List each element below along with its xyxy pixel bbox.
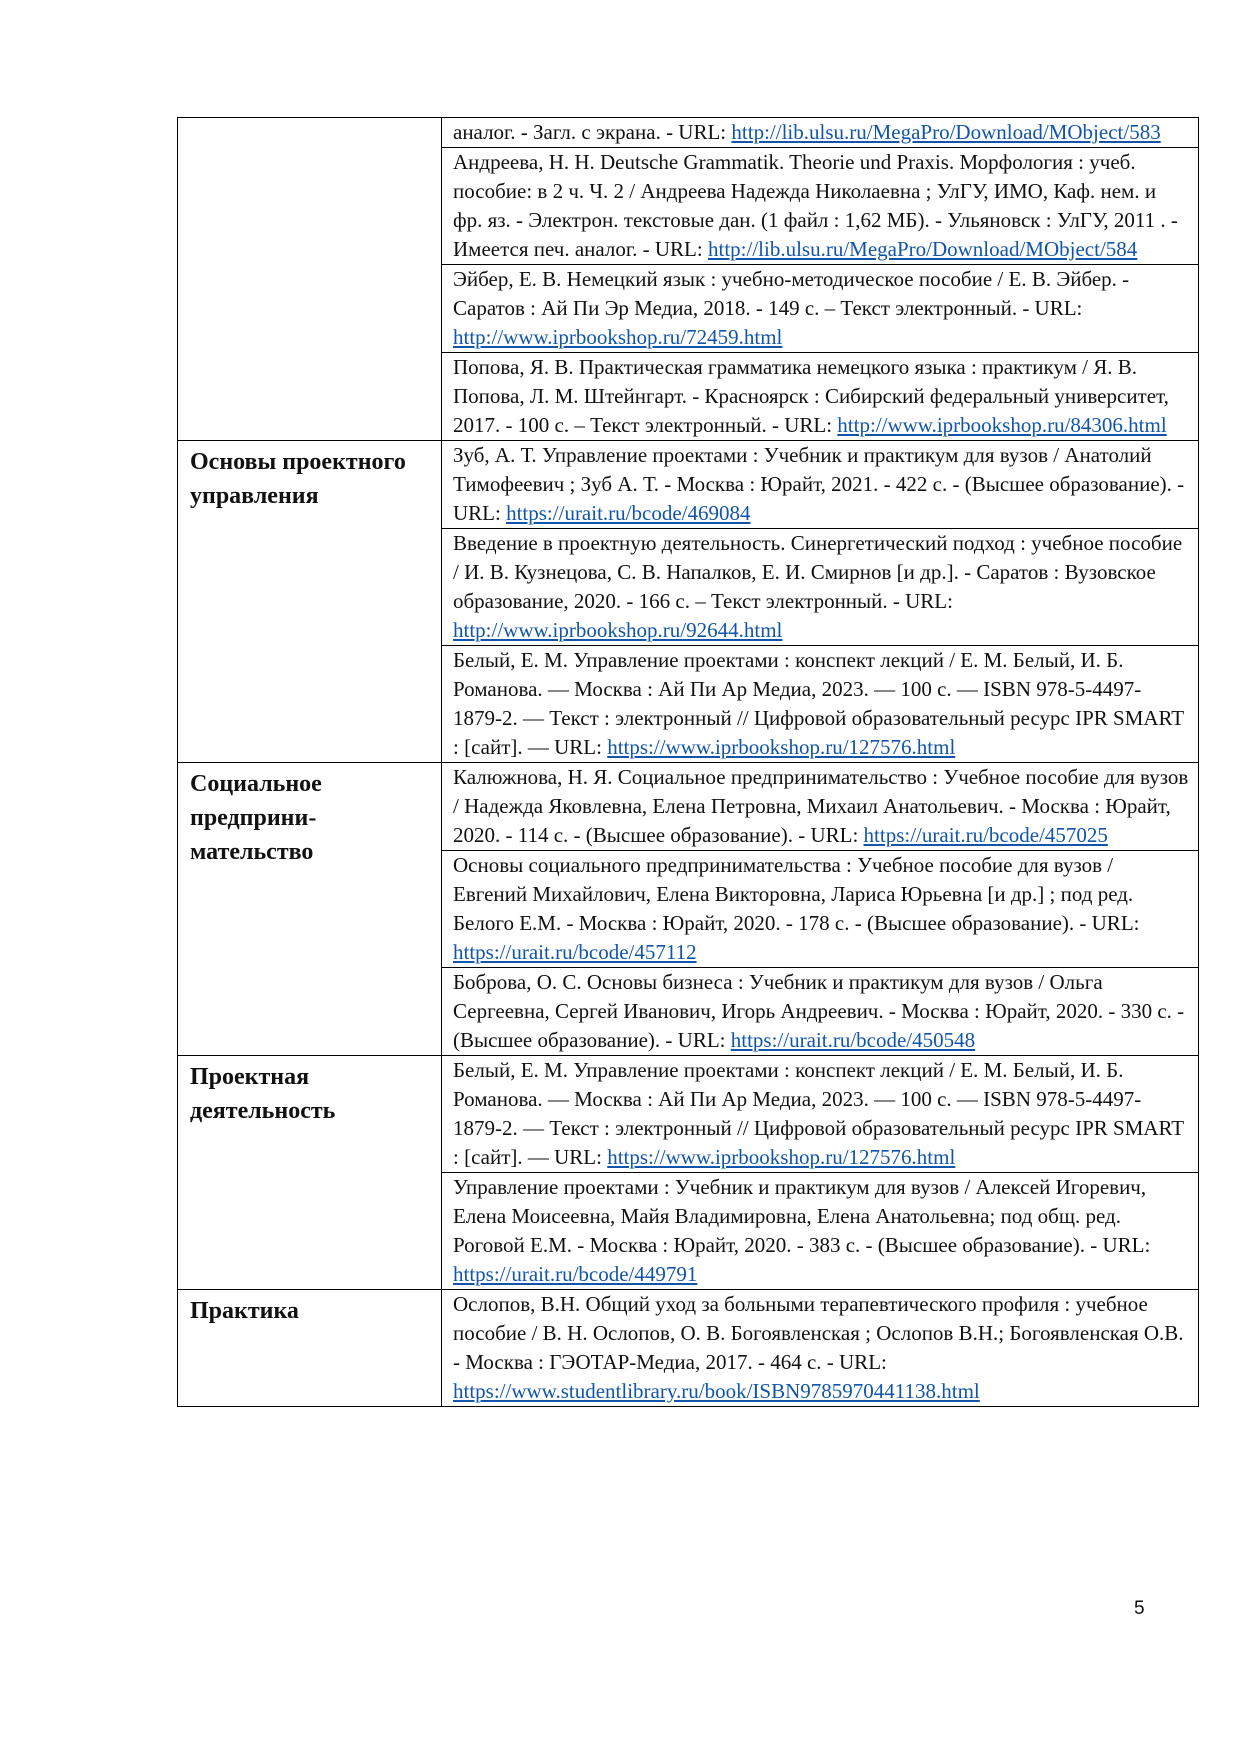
subject-name: [178, 118, 441, 122]
reference-cell: [442, 851, 1199, 968]
reference-entry: [442, 646, 1198, 762]
reference-text: аналог. - Загл. с экрана. - URL:: [453, 120, 732, 144]
reference-entry: [442, 353, 1198, 440]
reference-entry: [442, 851, 1198, 967]
reference-cell: [442, 529, 1199, 646]
reference-entry: [442, 968, 1198, 1055]
reference-cell: [442, 968, 1199, 1056]
reference-link[interactable]: https://urait.ru/bcode/450548: [730, 1028, 976, 1052]
subject-cell: [178, 763, 442, 1056]
subject-name: Социальное предприни-мательство: [190, 771, 322, 865]
subject-name: Проектная деятельность: [190, 1064, 336, 1124]
reference-cell: [442, 1056, 1199, 1173]
reference-text: Ослопов, В.Н. Общий уход за больными терапевтического профиля : учебное пособие / В. Н. Ослопов, О. В. Богоявленская ; Ослопов В.Н.; Богоявленская О.В. - Москва : ГЭОТАР-Медиа, 2017. - 464 с. - URL:: [453, 1292, 1184, 1374]
reference-row: [178, 763, 1199, 851]
reference-cell: [442, 353, 1199, 441]
reference-row: [178, 1290, 1199, 1407]
reference-entry: [442, 1056, 1198, 1172]
reference-row: [178, 441, 1199, 529]
reference-entry: [442, 118, 1198, 147]
reference-row: [178, 118, 1199, 148]
reference-text: Белый, Е. М. Управление проектами : конспект лекций / Е. М. Белый, И. Б. Романова. — Москва : Ай Пи Ар Медиа, 2023. — 100 с. — ISBN 978-5-4497-1879-2. — Текст : электронный // Цифровой образовательный ресурс IPR SMART : [сайт]. — URL:: [453, 1058, 1184, 1169]
reference-link[interactable]: https://www.studentlibrary.ru/book/ISBN9785970441138.html: [453, 1379, 980, 1403]
reference-entry: [442, 265, 1198, 352]
reference-link[interactable]: https://www.iprbookshop.ru/127576.html: [607, 735, 956, 759]
reference-cell: [442, 1173, 1199, 1290]
reference-cell: [442, 646, 1199, 763]
subject-cell: [178, 118, 442, 441]
reference-text: Введение в проектную деятельность. Синергетический подход : учебное пособие / И. В. Кузнецова, С. В. Напалков, Е. И. Смирнов [и др.]. - Саратов : Вузовское образование, 2020. - 166 с. – Текст электронный. - URL:: [453, 531, 1183, 613]
reference-text: Зуб, А. Т. Управление проектами : Учебник и практикум для вузов / Анатолий Тимофеевич ; Зуб А. Т. - Москва : Юрайт, 2021. - 422 с. - (Высшее образование). - URL:: [453, 443, 1185, 525]
subject-cell: [178, 1056, 442, 1290]
reference-link[interactable]: https://urait.ru/bcode/449791: [453, 1262, 698, 1286]
reference-entry: [442, 441, 1198, 528]
references-table-body: [178, 118, 1199, 1407]
reference-text: Эйбер, Е. В. Немецкий язык : учебно-методическое пособие / Е. В. Эйбер. - Саратов : Ай Пи Эр Медиа, 2018. - 149 с. – Текст электронный. - URL:: [453, 267, 1130, 320]
reference-entry: [442, 148, 1198, 264]
reference-text: Белый, Е. М. Управление проектами : конспект лекций / Е. М. Белый, И. Б. Романова. — Москва : Ай Пи Ар Медиа, 2023. — 100 с. — ISBN 978-5-4497-1879-2. — Текст : электронный // Цифровой образовательный ресурс IPR SMART : [сайт]. — URL:: [453, 648, 1184, 759]
reference-entry: [442, 529, 1198, 645]
subject-name: Практика: [190, 1298, 299, 1324]
reference-link[interactable]: https://urait.ru/bcode/457025: [863, 823, 1108, 847]
reference-link[interactable]: https://www.iprbookshop.ru/127576.html: [607, 1145, 956, 1169]
reference-text: Андреева, Н. Н. Deutsche Grammatik. Theorie und Praxis. Морфология : учеб. пособие: в 2 ч. Ч. 2 / Андреева Надежда Николаевна ; УлГУ, ИМО, Каф. нем. и фр. яз. - Электрон. текстовые дан. (1 файл : 1,62 МБ). - Ульяновск : УлГУ, 2011 . - Имеется печ. аналог. - URL:: [453, 150, 1178, 261]
reference-row: [178, 1056, 1199, 1173]
reference-link[interactable]: http://lib.ulsu.ru/MegaPro/Download/MObject/584: [707, 237, 1138, 261]
subject-name: Основы проектного управления: [190, 449, 406, 509]
reference-cell: [442, 763, 1199, 851]
reference-link[interactable]: https://urait.ru/bcode/457112: [453, 940, 697, 964]
reference-cell: [442, 441, 1199, 529]
reference-text: Боброва, О. С. Основы бизнеса : Учебник и практикум для вузов / Ольга Сергеевна, Сергей Иванович, Игорь Андреевич. - Москва : Юрайт, 2020. - 330 с. - (Высшее образование). - URL:: [453, 970, 1185, 1052]
reference-text: Калюжнова, Н. Я. Социальное предпринимательство : Учебное пособие для вузов / Надежда Яковлевна, Елена Петровна, Михаил Анатольевич. - Москва : Юрайт, 2020. - 114 с. - (Высшее образование). - URL:: [453, 765, 1189, 847]
reference-entry: [442, 763, 1198, 850]
reference-link[interactable]: https://urait.ru/bcode/469084: [506, 501, 751, 525]
reference-entry: [442, 1173, 1198, 1289]
reference-entry: [442, 1290, 1198, 1406]
subject-cell: [178, 1290, 442, 1407]
reference-cell: [442, 148, 1199, 265]
reference-text: Управление проектами : Учебник и практикум для вузов / Алексей Игоревич, Елена Моисеевна, Майя Владимировна, Елена Анатольевна; под общ. ред. Роговой Е.М. - Москва : Юрайт, 2020. - 383 с. - (Высшее образование). - URL:: [453, 1175, 1151, 1257]
reference-cell: [442, 265, 1199, 353]
reference-cell: [442, 1290, 1199, 1407]
reference-link[interactable]: http://www.iprbookshop.ru/92644.html: [453, 618, 783, 642]
reference-text: Попова, Я. В. Практическая грамматика немецкого языка : практикум / Я. В. Попова, Л. М. Штейнгарт. - Красноярск : Сибирский федеральный университет, 2017. - 100 с. – Текст электронный. - URL:: [453, 355, 1169, 437]
reference-link[interactable]: http://lib.ulsu.ru/MegaPro/Download/MObject/583: [731, 120, 1161, 144]
reference-cell: [442, 118, 1199, 148]
reference-link[interactable]: http://www.iprbookshop.ru/72459.html: [453, 325, 783, 349]
subject-cell: [178, 441, 442, 763]
page-number: 5: [1134, 1598, 1145, 1619]
reference-text: Основы социального предпринимательства : Учебное пособие для вузов / Евгений Михайлович, Елена Викторовна, Лариса Юрьевна [и др.] ; под ред. Белого Е.М. - Москва : Юрайт, 2020. - 178 с. - (Высшее образование). - URL:: [453, 853, 1140, 935]
references-table: [177, 117, 1199, 1407]
reference-link[interactable]: http://www.iprbookshop.ru/84306.html: [837, 413, 1167, 437]
